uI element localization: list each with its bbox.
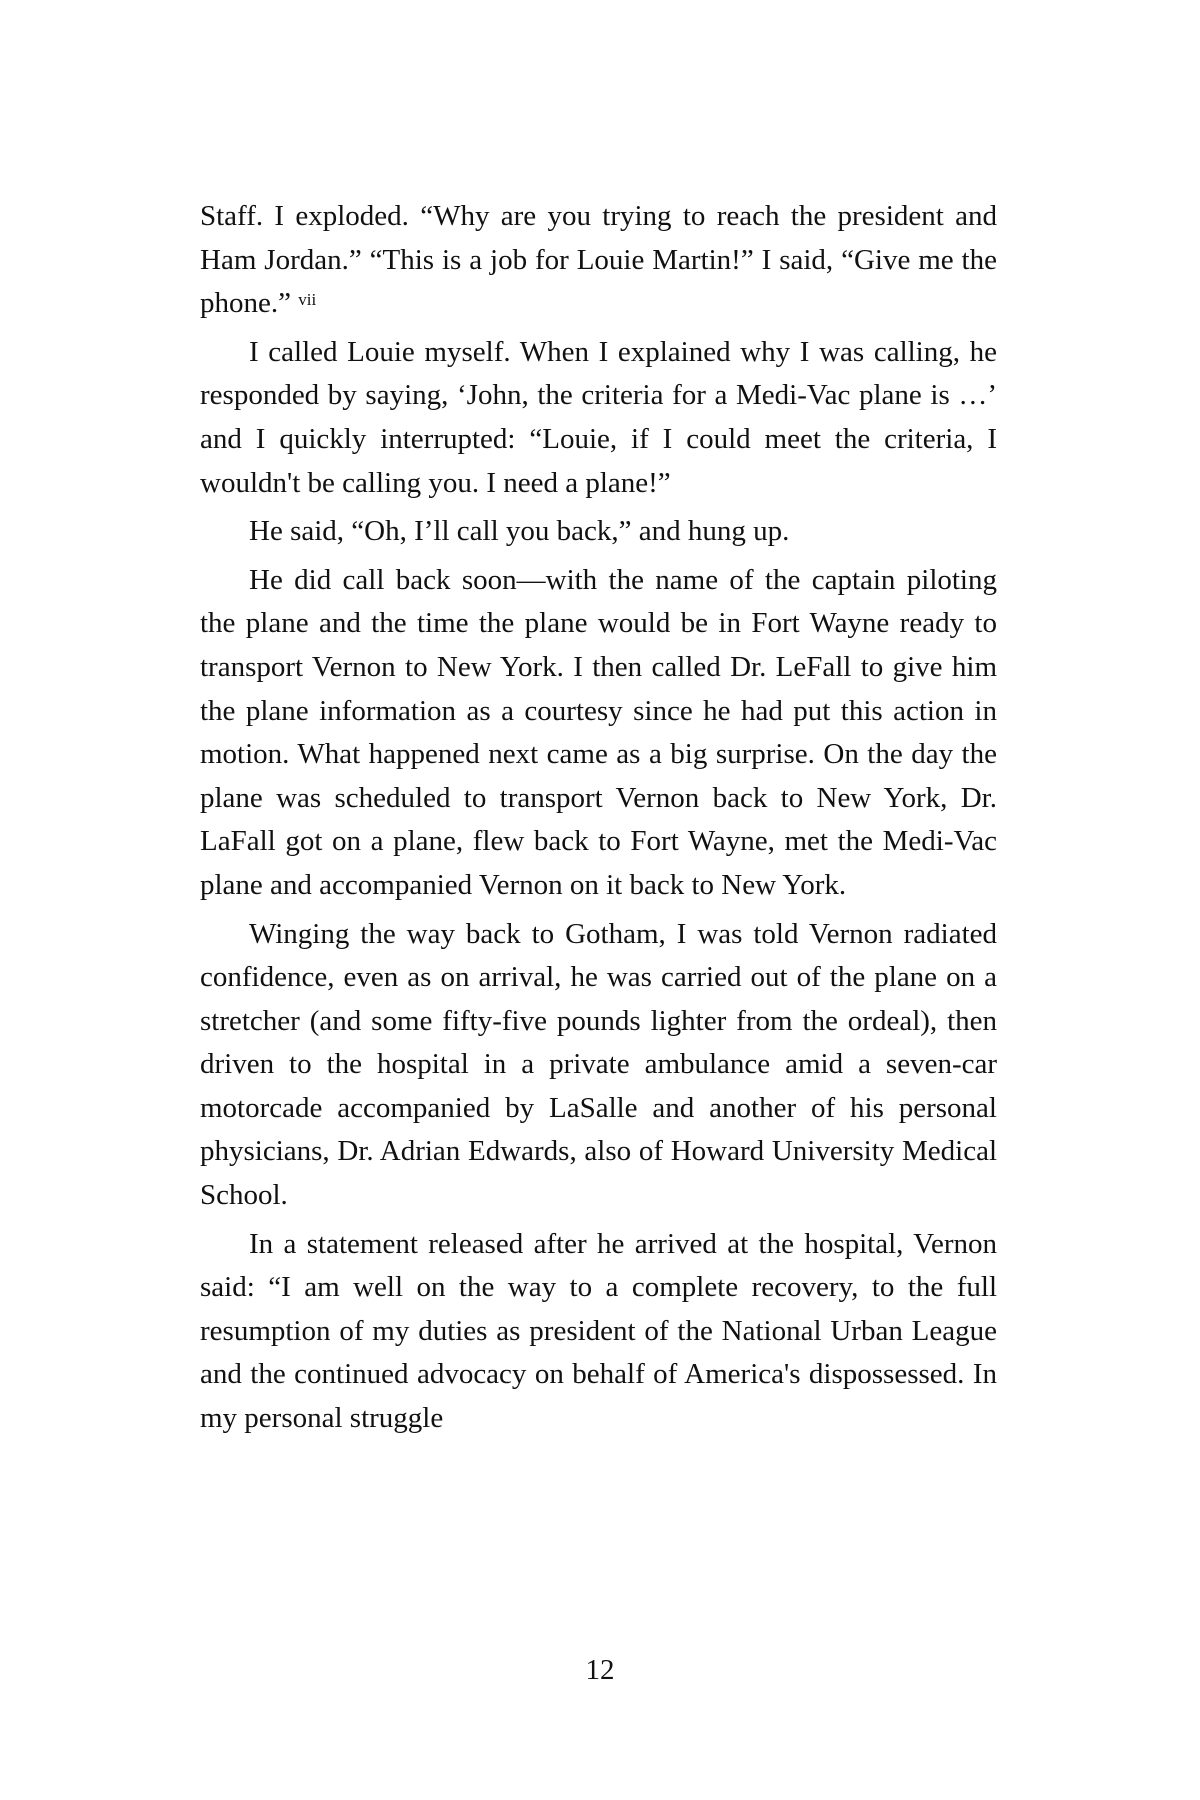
paragraph: In a statement released after he arrived at the hospital, Vernon said: “I am well on the way to a complete recovery, to the full resumption of my duties as president of the National Urban League and the continued advocacy on behalf of America's dispossessed. In my personal struggle: [200, 1227, 997, 1435]
page-number: 12: [585, 1654, 615, 1686]
page-body: [200, 195, 997, 1446]
paragraph: [200, 195, 997, 326]
paragraph: He said, “Oh, I’ll call you back,” and hung up.: [249, 515, 790, 548]
paragraph: I called Louie myself. When I explained why I was calling, he responded by saying, ‘John, the criteria for a Medi-Vac plane is …’ and I quickly interrupted: “Louie, if I could meet the criteria, I wouldn't be calling you. I need a plane!”: [200, 335, 997, 499]
paragraph-text: Staff. I exploded. “Why are you trying to reach the president and Ham Jordan.” “This is a job for Louie Martin!” I said, “Give me the phone.”: [200, 200, 997, 320]
footnote-reference: vii: [298, 290, 317, 310]
paragraph: Winging the way back to Gotham, I was told Vernon radiated confidence, even as on arrival, he was carried out of the plane on a stretcher (and some fifty-five pounds lighter from the ordeal), then driven to the hospital in a private ambulance amid a seven-car motorcade accompanied by LaSalle and another of his personal physicians, Dr. Adrian Edwards, also of Howard University Medical School.: [200, 917, 997, 1212]
paragraph: He did call back soon—with the name of the captain piloting the plane and the time the plane would be in Fort Wayne ready to transport Vernon to New York. I then called Dr. LeFall to give him the plane information as a courtesy since he had put this action in motion. What happened next came as a big surprise. On the day the plane was scheduled to transport Vernon back to New York, Dr. LaFall got on a plane, flew back to Fort Wayne, met the Medi-Vac plane and accompanied Vernon on it back to New York.: [200, 563, 997, 901]
